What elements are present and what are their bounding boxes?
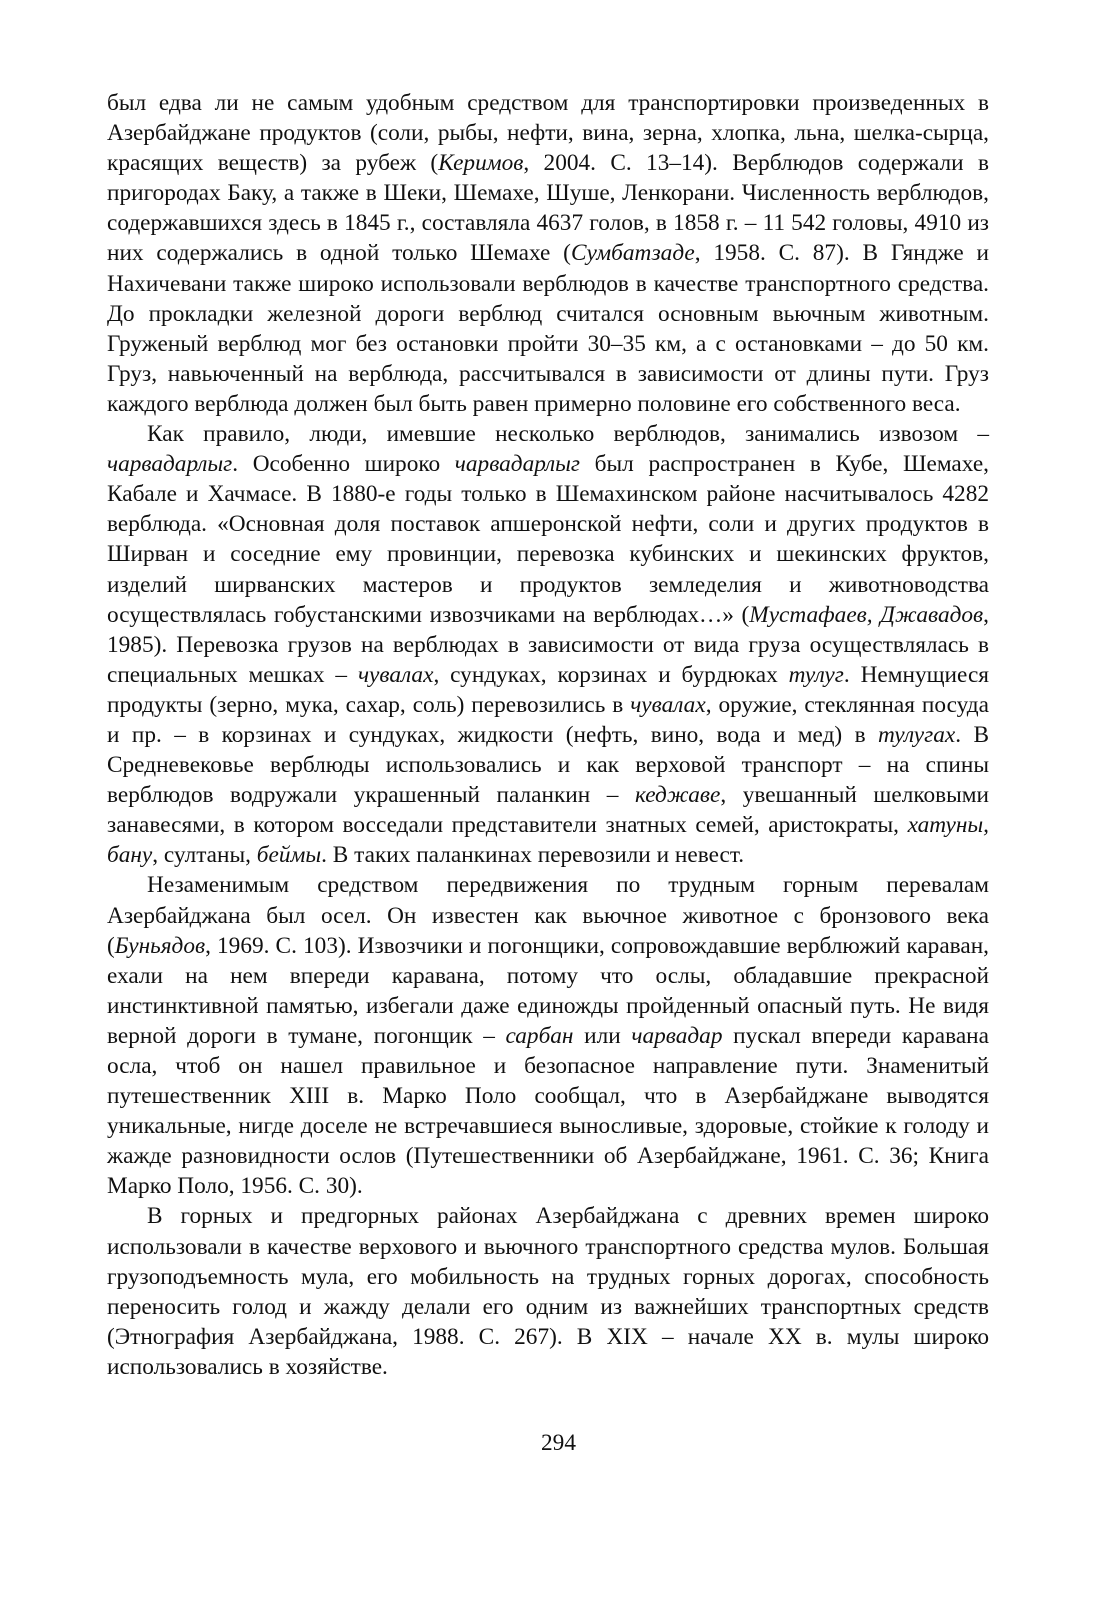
italic-term: тулуг — [788, 661, 844, 688]
italic-term: Керимов — [438, 150, 524, 177]
text-run: Незаменимым средством передвижения по трудным горным перевалам Азербайджана был осел. Он известен как вьючное животное с бронзового века ( — [107, 872, 989, 959]
text-run: пускал впереди каравана осла, чтоб он нашел правильное и безопасное направление пути. Знаменитый путешественник XIII в. Марко Поло сообщал, что в Азербайджане выводятся уникальные, нигде доселе не встречавшиеся выносливые, здоровые, стойкие к голоду и жажде разновидности ослов (Путешественники об Азербайджане, 1961. С. 36; Книга Марко Поло, 1956. С. 30). — [107, 1022, 989, 1200]
italic-term: чувалах — [630, 691, 706, 718]
page-body — [107, 88, 989, 1382]
italic-term: чарвадар — [631, 1022, 723, 1049]
text-run: , 1985). Перевозка грузов на верблюдах в зависимости от вида груза осуществлялась в специальных мешках – — [107, 601, 989, 688]
text-run: был распространен в Кубе, Шемахе, Кабале и Хачмасе. В 1880-е годы только в Шемахинском районе насчитывалось 4282 верблюда. «Основная доля поставок апшеронской нефти, соли и других продуктов в Ширван и соседние ему провинции, перевозка кубинских и шекинских фруктов, изделий ширванских мастеров и продуктов земледелия и животноводства осуществлялась гобустанскими извозчиками на верблюдах…» ( — [107, 451, 989, 628]
text-run: , 1969. С. 103). Извозчики и погонщики, сопровождавшие верблюжий караван, ехали на нем впереди каравана, потому что ослы, обладавшие прекрасной инстинктивной памятью, избегали даже единожды пройденный опасный путь. Не видя верной дороги в тумане, погонщик – — [107, 932, 989, 1049]
text-run: или — [573, 1022, 632, 1049]
text-run: , сундуках, корзинах и бурдюках — [433, 661, 789, 688]
text-run: , увешанный шелковыми занавесями, в котором восседали представители знатных семей, аристократы, — [107, 782, 989, 839]
text-run: был едва ли не самым удобным средством для транспортировки произведенных в Азербайджане продуктов (соли, рыбы, нефти, вина, зерна, хлопка, льна, шелка-сырца, красящих веществ) за рубеж ( — [107, 90, 989, 177]
italic-term: тулугах — [878, 721, 956, 748]
italic-term: Мустафаев, Джавадов — [749, 601, 984, 628]
italic-term: беймы — [256, 842, 322, 869]
italic-term: Сумбатзаде — [570, 240, 695, 267]
text-run: , султаны, — [152, 842, 257, 869]
italic-term: чувалах — [357, 661, 434, 688]
italic-term: чарвадарлыг — [107, 451, 233, 478]
paragraph-3 — [107, 870, 989, 1201]
paragraph-4 — [107, 1201, 989, 1382]
italic-term: Буньядов — [114, 932, 206, 959]
text-run: . В Средневековье верблюды использовались и как верховой транспорт – на спины верблюдов водружали украшенный паланкин – — [107, 721, 989, 809]
page-number: 294 — [541, 1430, 576, 1456]
text-run: Как правило, люди, имевшие несколько верблюдов, занимались извозом – — [147, 421, 989, 448]
text-run: . Немнущиеся продукты (зерно, мука, сахар, соль) перевозились в — [107, 661, 989, 718]
text-run: , 2004. С. 13–14). Верблюдов содержали в пригородах Баку, а также в Шеки, Шемахе, Шуше, Ленкорани. Численность верблюдов, содержавшихся здесь в 1845 г., составляла 4637 голов, в 1858 г. – 11 542 головы, 4910 из них содержались в одной только Шемахе ( — [107, 150, 990, 267]
text-run: . В таких паланкинах перевозили и невест. — [321, 842, 745, 869]
text-run: В горных и предгорных районах Азербайджана с древних времен широко использовали в качестве верхового и вьючного транспортного средства мулов. Большая грузоподъемность мула, его мобильность на трудных горных дорогах, способность переносить голод и жажду делали его одним из важнейших транспортных средств (Этнография Азербайджана, 1988. С. 267). В XIX – начале XX в. мулы широко использовались в хозяйстве. — [107, 1203, 989, 1380]
italic-term: кеджаве — [634, 782, 721, 809]
text-run: , оружие, стеклянная посуда и пр. – в корзинах и сундуках, жидкости (нефть, вино, вода и мед) в — [107, 691, 989, 748]
italic-term: хатуны, бану — [107, 812, 989, 869]
italic-term: чарвадарлыг — [454, 451, 581, 478]
text-run: . Особенно широко — [232, 451, 455, 478]
paragraph-1 — [107, 88, 989, 419]
italic-term: сарбан — [505, 1022, 574, 1049]
text-run: , 1958. С. 87). В Гяндже и Нахичевани также широко использовали верблюдов в качестве транспортного средства. До прокладки железной дороги верблюд считался основным вьючным животным. Груженый верблюд мог без остановки пройти 30–35 км, а с остановками – до 50 км. Груз, навьюченный на верблюда, рассчитывался в зависимости от длины пути. Груз каждого верблюда должен был быть равен примерно половине его собственного веса. — [107, 240, 989, 417]
paragraph-2 — [107, 419, 989, 870]
